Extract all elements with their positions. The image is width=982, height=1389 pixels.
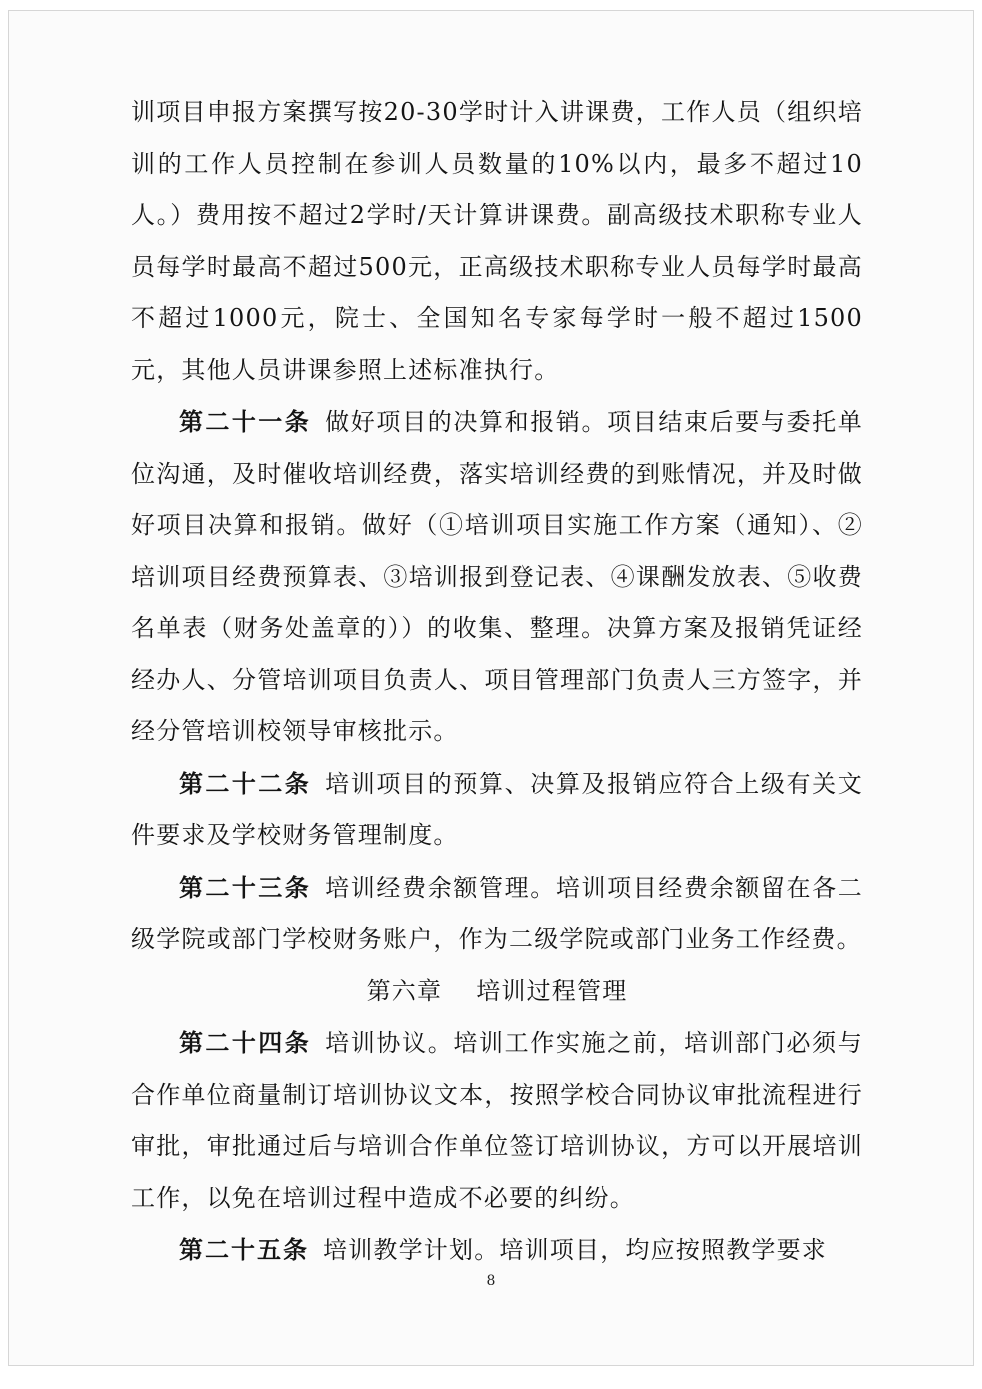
article-22 [131, 758, 863, 862]
article-text: 培训项目的预算、决算及报销应符合上级有关文件要求及学校财务管理制度。 [131, 769, 864, 849]
document-body [131, 87, 863, 1277]
article-number: 第二十三条 [179, 872, 312, 902]
paragraph-text: 训项目申报方案撰写按20-30学时计入讲课费，工作人员（组织培训的工作人员控制在参训人员数量的10%以内，最多不超过10人。）费用按不超过2学时/天计算讲课费。副高级技术职称专业人员每学时最高不超过500元，正高级技术职称专业人员每学时最高不超过1000元，院士、全国知名专家每学时一般不超过1500元，其他人员讲课参照上述标准执行。 [131, 98, 863, 384]
page-number: 8 [486, 1273, 496, 1289]
article-number: 第二十一条 [179, 407, 312, 436]
article-text: 培训教学计划。培训项目，均应按照教学要求 [323, 1236, 827, 1264]
document-page [8, 10, 974, 1366]
article-text: 做好项目的决算和报销。项目结束后要与委托单位沟通，及时催收培训经费，落实培训经费的到账情况，并及时做好项目决算和报销。做好（①培训项目实施工作方案（通知）、②培训项目经费预算表、③培训报到登记表、④课酬发放表、⑤收费名单表（财务处盖章的））的收集、整理。决算方案及报销凭证经经办人、分管培训项目负责人、项目管理部门负责人三方签字，并经分管培训校领导审核批示。 [131, 408, 864, 745]
article-text: 培训经费余额管理。培训项目经费余额留在各二级学院或部门学校财务账户，作为二级学院或部门业务工作经费。 [131, 873, 864, 953]
article-number: 第二十四条 [179, 1028, 312, 1057]
paragraph-continuation [131, 87, 863, 396]
chapter-title: 培训过程管理 [476, 976, 628, 1005]
article-21 [131, 396, 863, 758]
chapter-heading [131, 966, 863, 1018]
article-23 [131, 862, 863, 966]
chapter-number: 第六章 [366, 976, 443, 1005]
article-text: 培训协议。培训工作实施之前，培训部门必须与合作单位商量制订培训协议文本，按照学校合同协议审批流程进行审批，审批通过后与培训合作单位签订培训协议，方可以开展培训工作，以免在培训过程中造成不必要的纠纷。 [131, 1029, 864, 1212]
article-number: 第二十五条 [179, 1235, 309, 1264]
article-25 [131, 1224, 863, 1277]
article-number: 第二十二条 [179, 768, 312, 798]
article-24 [131, 1017, 863, 1224]
